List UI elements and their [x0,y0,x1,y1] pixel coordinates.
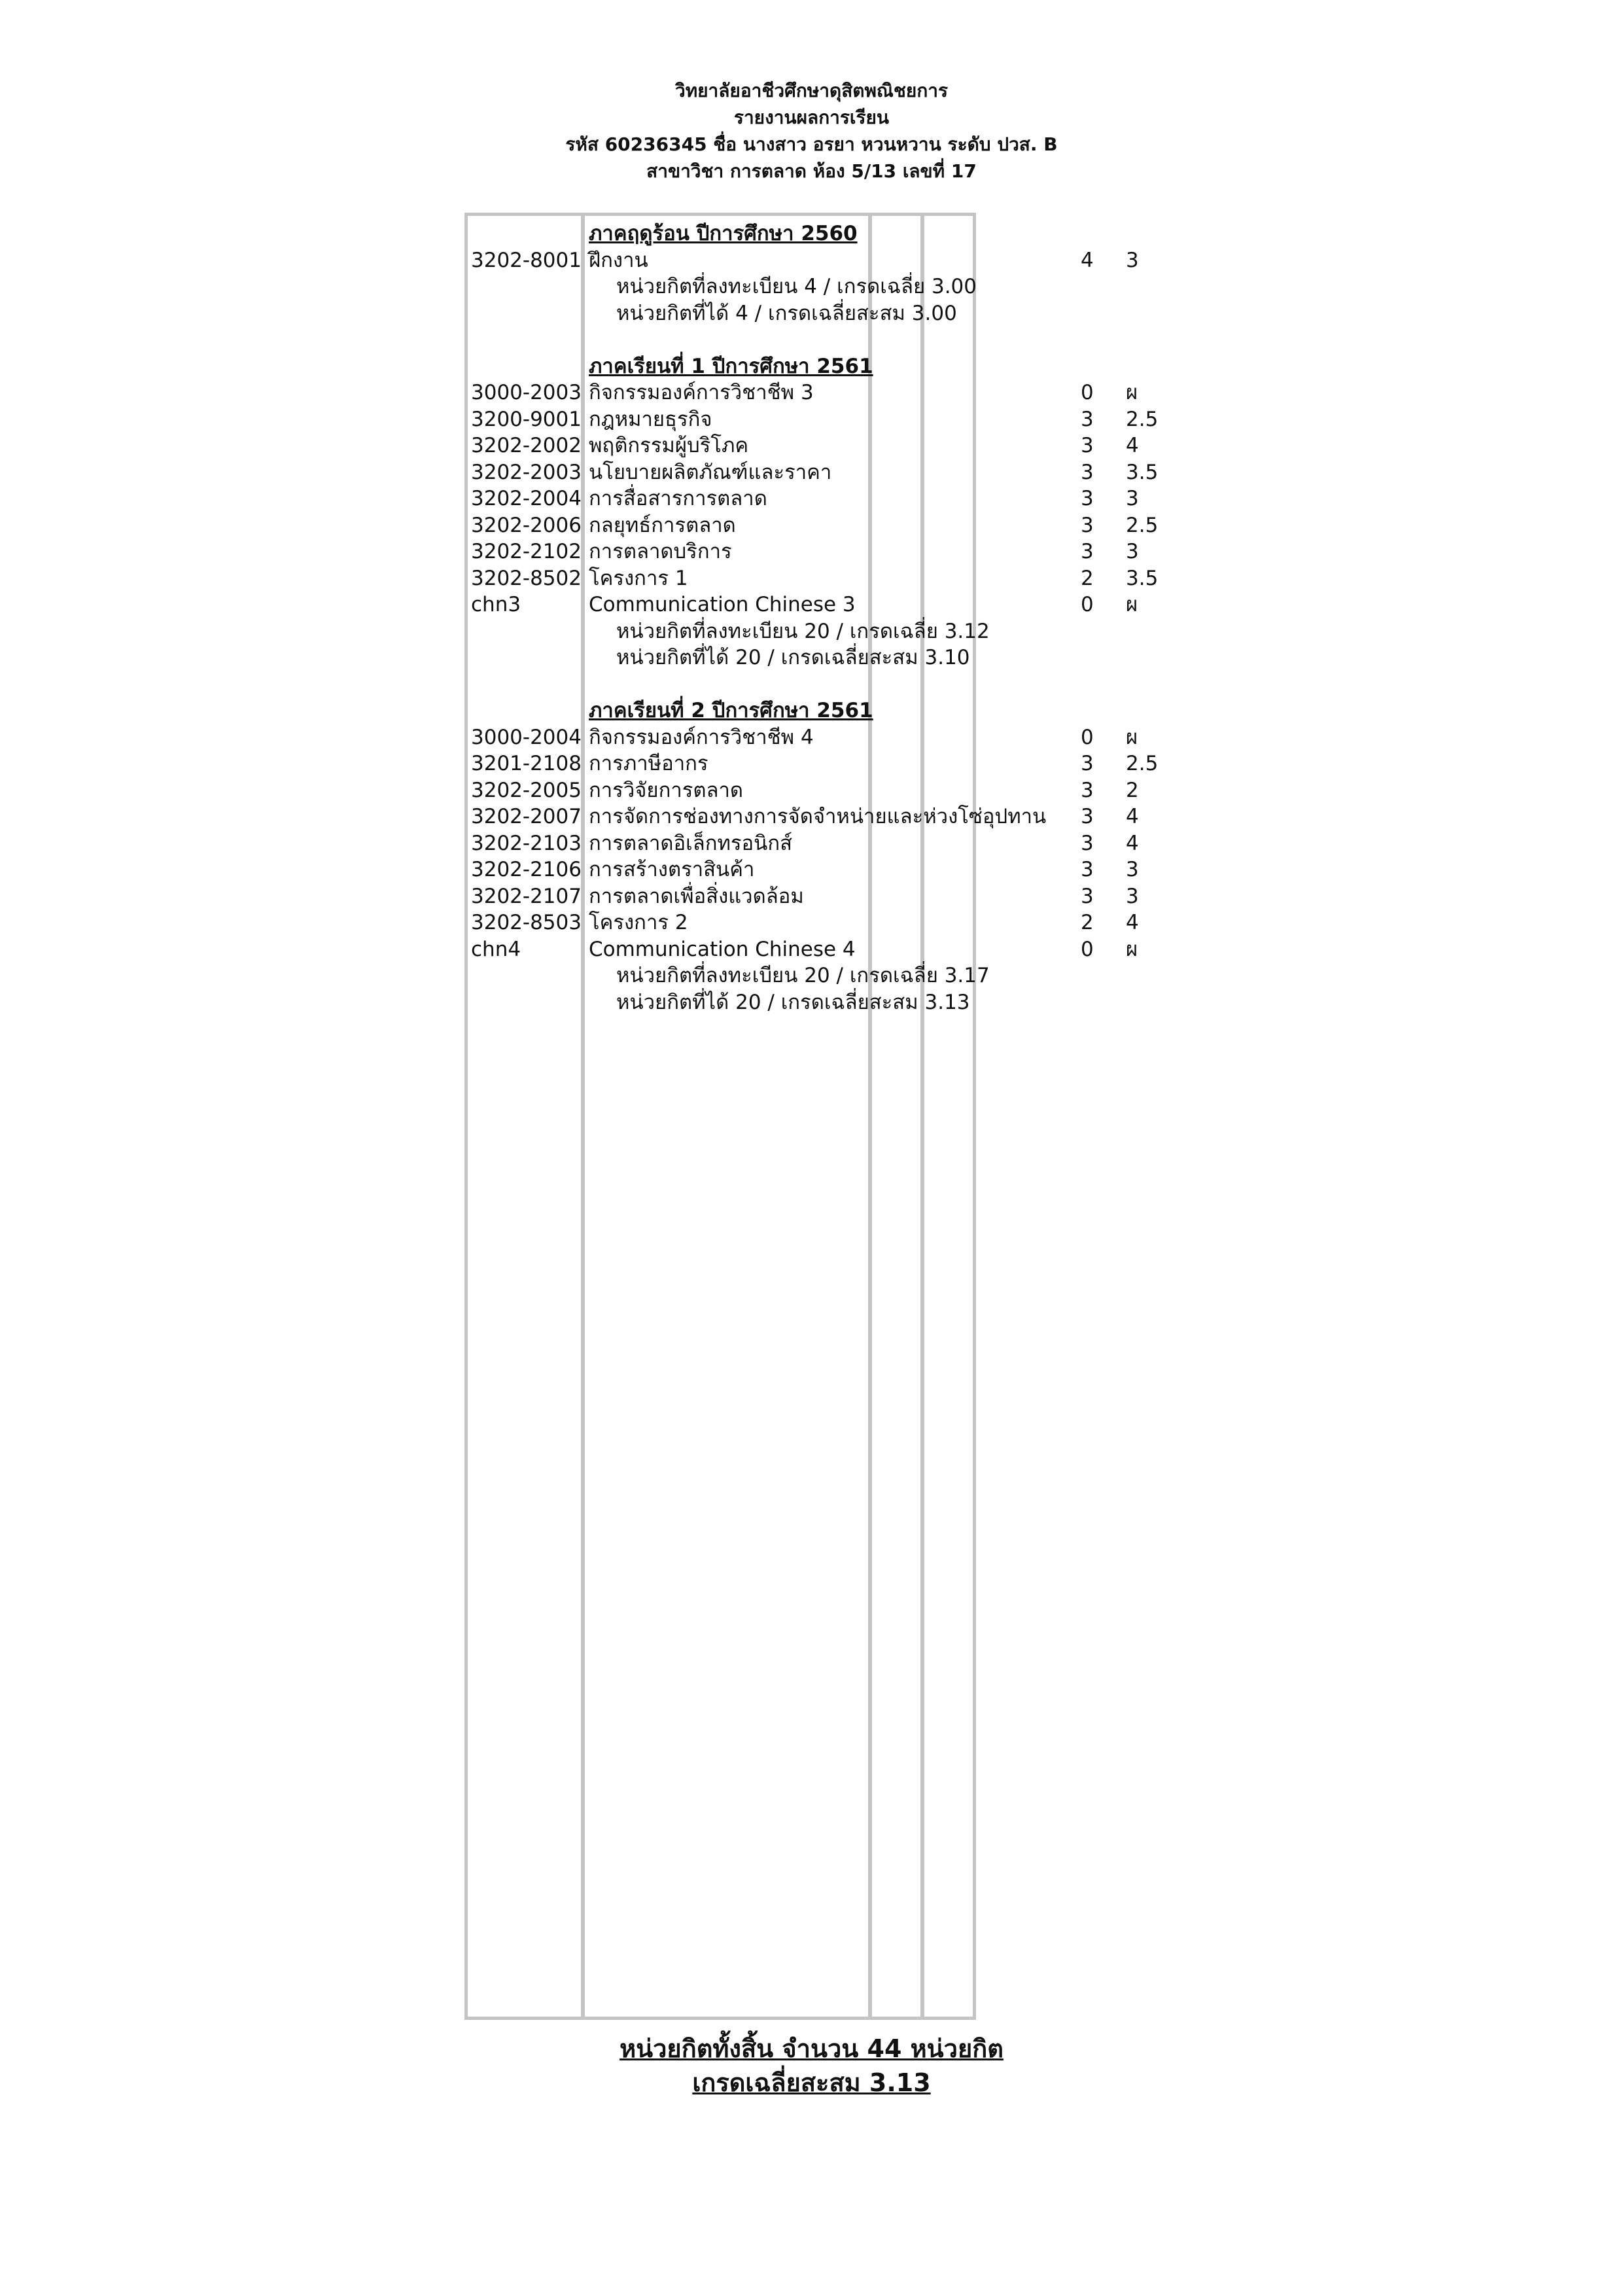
course-grade: 3 [1126,858,1139,881]
table-row [464,565,1166,592]
table-row [464,804,1166,830]
course-code: 3202-2107 [471,884,582,908]
course-grade: 4 [1126,805,1139,828]
table-row [464,539,1166,565]
course-grade: 3 [1126,884,1139,908]
table-row [464,247,1166,274]
course-code: 3202-2003 [471,460,582,484]
course-code: 3202-2007 [471,805,582,828]
course-code: 3202-8503 [471,911,582,934]
course-credit: 3 [1081,805,1094,828]
course-grade: 4 [1126,434,1139,457]
program-info: สาขาวิชา การตลาด ห้อง 5/13 เลขที่ 17 [646,160,977,182]
spacer-row [464,327,1166,353]
course-grade: ผ [1126,725,1138,749]
course-code: 3202-2005 [471,778,582,802]
course-name: กิจกรรมองค์การวิชาชีพ 3 [589,381,814,404]
table-row [464,724,1166,751]
course-name: การสื่อสารการตลาด [589,487,767,510]
course-name: พฤติกรรมผู้บริโภค [589,434,749,457]
course-name: การตลาดเพื่อสิ่งแวดล้อม [589,884,804,908]
course-credit: 3 [1081,778,1094,802]
semester-summary-earned: หน่วยกิตที่ได้ 20 / เกรดเฉลี่ยสะสม 3.13 [616,990,970,1014]
course-name: กฎหมายธุรกิจ [589,407,712,431]
course-name: โครงการ 1 [589,566,688,590]
semester-title-row [464,698,1166,724]
college-name: วิทยาลัยอาชีวศึกษาดุสิตพณิชยการ [674,80,949,101]
course-name: การสร้างตราสินค้า [589,858,755,881]
course-code: 3202-2102 [471,540,582,563]
course-code: 3000-2004 [471,725,582,749]
course-name: โครงการ 2 [589,911,688,934]
course-credit: 0 [1081,937,1094,961]
course-code: chn3 [471,593,521,616]
table-row [464,380,1166,406]
course-grade: 2.5 [1126,513,1159,537]
course-credit: 2 [1081,911,1094,934]
course-credit: 0 [1081,725,1094,749]
course-name: กิจกรรมองค์การวิชาชีพ 4 [589,725,814,749]
course-credit: 3 [1081,407,1094,431]
course-grade: 3 [1126,487,1139,510]
course-code: 3202-2002 [471,434,582,457]
summary-row [464,274,1166,300]
table-row [464,592,1166,618]
course-credit: 3 [1081,460,1094,484]
report-footer [0,2032,1623,2100]
report-header [0,77,1623,185]
table-row [464,830,1166,857]
course-credit: 3 [1081,540,1094,563]
course-credit: 3 [1081,434,1094,457]
course-grade: 3 [1126,540,1139,563]
table-row [464,406,1166,433]
table-row [464,433,1166,459]
course-grade: 3 [1126,248,1139,272]
course-grade: 3.5 [1126,460,1159,484]
course-code: 3202-2006 [471,513,582,537]
table-row [464,486,1166,512]
total-credits: หน่วยกิตทั้งสิ้น จำนวน 44 หน่วยกิต [620,2034,1003,2063]
semester-title: ภาคเรียนที่ 2 ปีการศึกษา 2561 [589,699,873,722]
semester-title-row [464,353,1166,380]
table-row [464,936,1166,963]
report-title: รายงานผลการเรียน [733,107,890,128]
course-code: 3201-2108 [471,752,582,775]
course-credit: 2 [1081,566,1094,590]
course-credit: 0 [1081,381,1094,404]
course-credit: 3 [1081,513,1094,537]
course-grade: 2.5 [1126,752,1159,775]
course-credit: 3 [1081,487,1094,510]
course-grade: 4 [1126,831,1139,855]
course-code: 3000-2003 [471,381,582,404]
course-code: 3200-9001 [471,407,582,431]
table-row [464,857,1166,883]
table-row [464,777,1166,804]
course-grade: 2 [1126,778,1139,802]
course-name: การตลาดบริการ [589,540,732,563]
course-code: 3202-2103 [471,831,582,855]
course-code: 3202-8502 [471,566,582,590]
table-row [464,910,1166,936]
semester-title-row [464,221,1166,247]
summary-row [464,618,1166,645]
semester-summary-earned: หน่วยกิตที่ได้ 4 / เกรดเฉลี่ยสะสม 3.00 [616,301,957,325]
table-row [464,512,1166,539]
course-name: ฝึกงาน [589,248,648,272]
course-name: การตลาดอิเล็กทรอนิกส์ [589,831,793,855]
table-row [464,459,1166,486]
course-credit: 3 [1081,858,1094,881]
semester-summary-earned: หน่วยกิตที่ได้ 20 / เกรดเฉลี่ยสะสม 3.10 [616,646,970,669]
course-name: การภาษีอากร [589,752,708,775]
table-rows [464,221,1166,1016]
course-grade: ผ [1126,593,1138,616]
semester-title: ภาคเรียนที่ 1 ปีการศึกษา 2561 [589,354,873,378]
table-row [464,883,1166,910]
course-grade: 3.5 [1126,566,1159,590]
course-credit: 0 [1081,593,1094,616]
summary-row [464,300,1166,327]
course-code: 3202-8001 [471,248,582,272]
cumulative-gpa: เกรดเฉลี่ยสะสม 3.13 [692,2068,931,2097]
course-code: 3202-2106 [471,858,582,881]
semester-summary-registered: หน่วยกิตที่ลงทะเบียน 4 / เกรดเฉลี่ย 3.00 [616,275,977,298]
summary-row [464,989,1166,1016]
course-name: การวิจัยการตลาด [589,778,744,802]
course-credit: 4 [1081,248,1094,272]
table-row [464,751,1166,777]
course-credit: 3 [1081,831,1094,855]
summary-row [464,963,1166,989]
course-code: chn4 [471,937,521,961]
course-name: นโยบายผลิตภัณฑ์และราคา [589,460,832,484]
semester-title: ภาคฤดูร้อน ปีการศึกษา 2560 [589,222,858,245]
semester-summary-registered: หน่วยกิตที่ลงทะเบียน 20 / เกรดเฉลี่ย 3.17 [616,964,990,987]
course-name: การจัดการช่องทางการจัดจำหน่ายและห่วงโซ่อุปทาน [589,805,1047,828]
course-code: 3202-2004 [471,487,582,510]
course-grade: ผ [1126,381,1138,404]
course-name: Communication Chinese 3 [589,593,856,616]
course-name: Communication Chinese 4 [589,937,856,961]
spacer-row [464,671,1166,698]
course-name: กลยุทธ์การตลาด [589,513,736,537]
course-grade: 4 [1126,911,1139,934]
student-info: รหัส 60236345 ชื่อ นางสาว อรยา หวนหวาน ระดับ ปวส. B [565,133,1058,155]
course-credit: 3 [1081,884,1094,908]
semester-summary-registered: หน่วยกิตที่ลงทะเบียน 20 / เกรดเฉลี่ย 3.12 [616,619,990,643]
course-grade: 2.5 [1126,407,1159,431]
summary-row [464,645,1166,671]
course-grade: ผ [1126,937,1138,961]
grades-table [464,213,1166,2020]
course-credit: 3 [1081,752,1094,775]
